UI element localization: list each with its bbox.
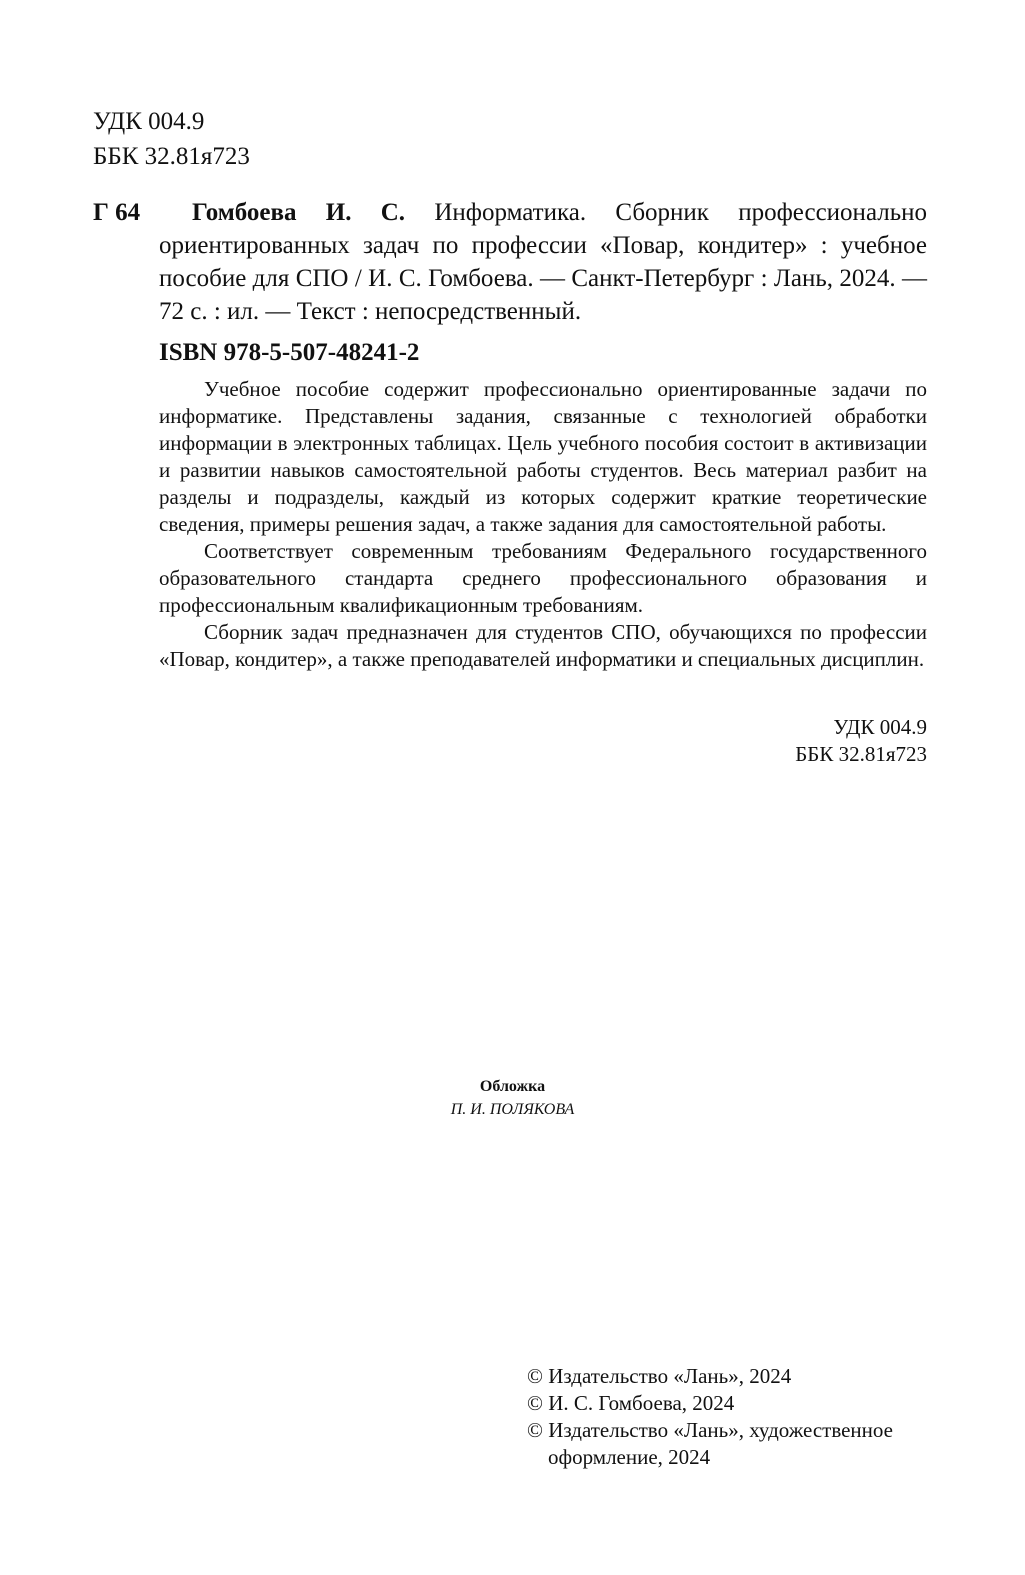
classification-header <box>93 104 250 174</box>
udk-code-repeat: УДК 004.9 <box>833 715 927 739</box>
cover-label: Обложка <box>479 1078 546 1095</box>
bbk-code: ББК 32.81я723 <box>93 143 250 170</box>
copyright-block <box>527 1363 927 1471</box>
author-name: Гомбоева И. С. <box>192 199 406 226</box>
cover-credit <box>0 1075 1025 1121</box>
author-sign: Г 64 <box>93 199 141 226</box>
cover-designer: П. И. ПОЛЯКОВА <box>450 1101 575 1118</box>
annotation <box>159 376 927 673</box>
copyright-author: © И. С. Гомбоева, 2024 <box>527 1391 735 1415</box>
annotation-paragraph: Учебное пособие содержит профессионально ориентированные задачи по информатике. Представлены задания, связанные с технологией обработки информации в электронных таблицах. Цель учебного пособия состоит в активизации и развитии навыков самостоятельной работы студентов. Весь материал разбит на разделы и подразделы, каждый из которых содержит краткие теоретические сведения, примеры решения задач, а также задания для самостоятельной работы. <box>159 377 927 536</box>
annotation-paragraph: Сборник задач предназначен для студентов СПО, обучающихся по профессии «Повар, кондитер», а также преподавателей информатики и специальных дисциплин. <box>159 620 927 671</box>
bibliographic-record <box>159 196 927 328</box>
copyright-design-line2: оформление, 2024 <box>548 1445 711 1469</box>
book-description: Информатика. Сборник профессионально ориентированных задач по профессии «Повар, кондитер» : учебное пособие для СПО / И. С. Гомбоева. — Санкт-Петербург : Лань, 2024. — 72 с. : ил. — Текст : непосредственный. <box>159 199 928 325</box>
annotation-paragraph: Соответствует современным требованиям Федерального государственного образовательного стандарта среднего профессионального образования и профессиональным квалификационным требованиям. <box>159 539 927 617</box>
copyright-publisher: © Издательство «Лань», 2024 <box>527 1364 792 1388</box>
udk-code: УДК 004.9 <box>93 108 205 135</box>
bbk-code-repeat: ББК 32.81я723 <box>795 742 927 766</box>
isbn: ISBN 978-5-507-48241-2 <box>159 339 420 366</box>
copyright-design-line1: © Издательство «Лань», художественное <box>527 1418 893 1442</box>
classification-footer <box>795 714 927 768</box>
